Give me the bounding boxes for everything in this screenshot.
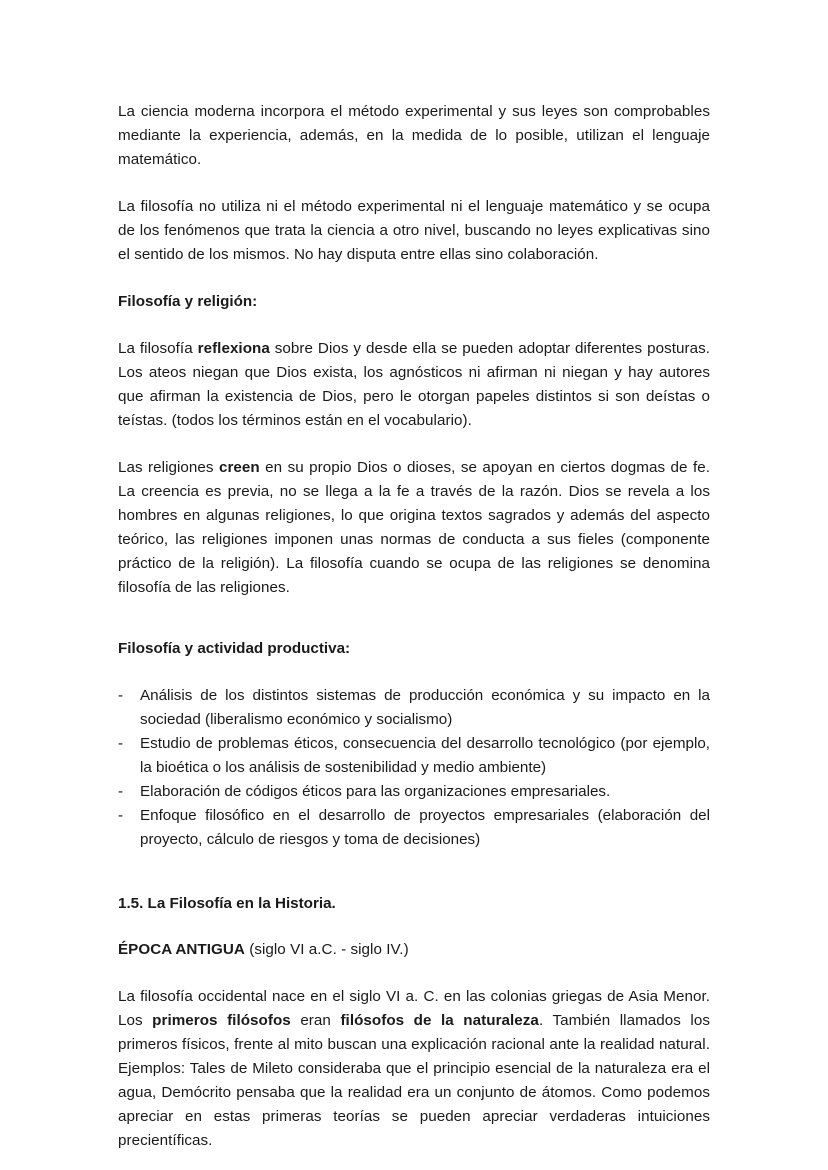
list-item [118, 780, 710, 804]
list-item [118, 684, 710, 732]
document-body [118, 100, 710, 1153]
paragraph-filosofia-occidental-part3: . También llamados los primeros físicos, frente al mito buscan una explicación racional ante la realidad natural. Ejemplos: Tales de Mileto consideraba que el principio esencial de la naturaleza era el agua, Demócrito pensaba que la realidad era un conjunto de átomos. Como podemos apreciar en estas primeras teorías se pueden apreciar verdaderas intuiciones precientíficas. [118, 1012, 710, 1149]
list-item-label: Análisis de los distintos sistemas de producción económica y su impacto en la sociedad (liberalismo económico y socialismo) [140, 687, 710, 728]
paragraph-religiones [118, 456, 710, 600]
paragraph-filosofia-dios-bold-reflexiona: reflexiona [197, 340, 270, 357]
paragraph-epoca-antigua [118, 938, 710, 962]
bullet-list-actividad-productiva [118, 684, 710, 852]
list-item [118, 804, 710, 852]
list-item-label: Enfoque filosófico en el desarrollo de proyectos empresariales (elaboración del proyecto, cálculo de riesgos y toma de decisiones) [140, 807, 710, 848]
paragraph-religiones-part1: Las religiones [118, 459, 219, 476]
paragraph-filosofia-occidental-bold-filosofos-naturaleza: filósofos de la naturaleza [340, 1012, 539, 1029]
bullet-marker-icon: - [118, 807, 124, 824]
paragraph-epoca-antigua-dates: (siglo VI a.C. - siglo IV.) [244, 941, 409, 958]
paragraph-filosofia-dios [118, 337, 710, 433]
paragraph-filosofia-occidental-part1: La filosofía occidental nace en el siglo VI a. C. en las colonias griegas de Asia Menor. Los [118, 988, 710, 1029]
bullet-marker-icon: - [118, 783, 124, 800]
list-item [118, 732, 710, 780]
paragraph-epoca-antigua-bold: ÉPOCA ANTIGUA [118, 941, 245, 958]
list-item-label: Estudio de problemas éticos, consecuencia del desarrollo tecnológico (por ejemplo, la bioética o los análisis de sostenibilidad y medio ambiente) [140, 735, 710, 776]
heading-filosofia-y-religion: Filosofía y religión: [118, 293, 258, 310]
heading-filosofia-y-actividad-productiva: Filosofía y actividad productiva: [118, 640, 351, 657]
paragraph-filosofia-dios-part2: sobre Dios y desde ella se pueden adoptar diferentes posturas. Los ateos niegan que Dios exista, los agnósticos ni afirman ni niegan y hay autores que afirman la existencia de Dios, pero le otorgan papeles distintos si son deístas o teístas. (todos los términos están en el vocabulario). [118, 340, 710, 429]
heading-seccion-1-5: 1.5. La Filosofía en la Historia. [118, 895, 336, 912]
paragraph-filosofia-occidental-part2: eran [290, 1012, 341, 1029]
paragraph-filosofia-occidental [118, 985, 710, 1153]
bullet-marker-icon: - [118, 735, 124, 752]
list-item-label: Elaboración de códigos éticos para las organizaciones empresariales. [140, 783, 611, 800]
paragraph-filosofia-occidental-bold-primeros-filosofos: primeros filósofos [152, 1012, 291, 1029]
paragraph-religiones-part2: en su propio Dios o dioses, se apoyan en ciertos dogmas de fe. La creencia es previa, no se llega a la fe a través de la razón. Dios se revela a los hombres en algunas religiones, lo que origina textos sagrados y además del aspecto teórico, las religiones imponen unas normas de conducta a sus fieles (componente práctico de la religión). La filosofía cuando se ocupa de las religiones se denomina filosofía de las religiones. [118, 459, 710, 596]
paragraph-filosofia-dios-part1: La filosofía [118, 340, 198, 357]
paragraph-ciencia-moderna: La ciencia moderna incorpora el método experimental y sus leyes son comprobables mediante la experiencia, además, en la medida de lo posible, utilizan el lenguaje matemático. [118, 103, 710, 168]
paragraph-religiones-bold-creen: creen [218, 459, 260, 476]
paragraph-filosofia-no-utiliza: La filosofía no utiliza ni el método experimental ni el lenguaje matemático y se ocupa de los fenómenos que trata la ciencia a otro nivel, buscando no leyes explicativas sino el sentido de los mismos. No hay disputa entre ellas sino colaboración. [118, 198, 710, 263]
bullet-marker-icon: - [118, 687, 124, 704]
